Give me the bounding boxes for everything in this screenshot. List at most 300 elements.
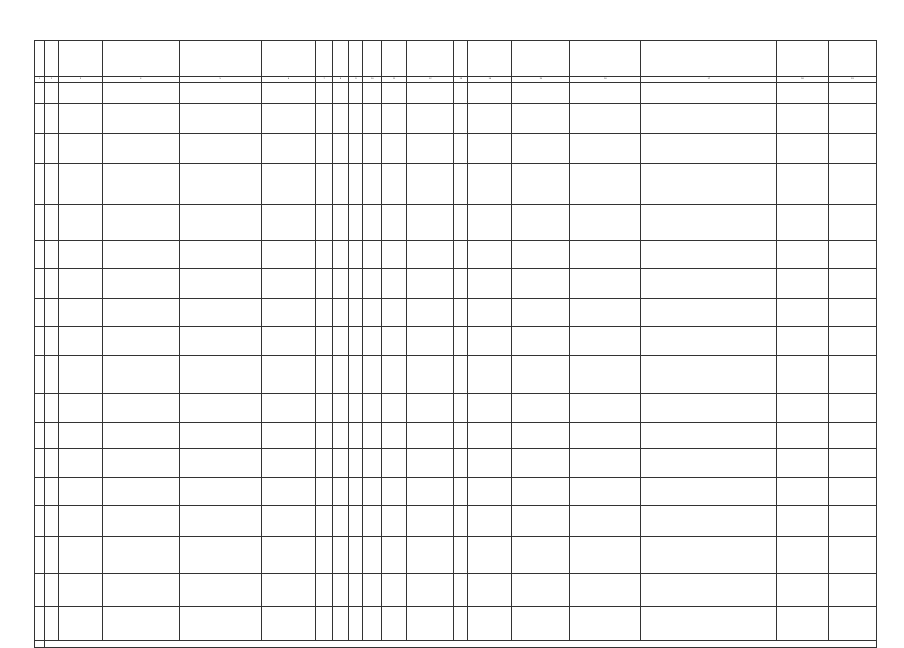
table-cell [777,607,828,641]
column-header [382,41,407,77]
table-cell [59,394,103,423]
table-cell [828,205,876,241]
table-cell [641,104,777,134]
table-cell [59,449,103,478]
table-cell [35,134,45,164]
table-cell [363,356,382,394]
table-cell [777,537,828,574]
table-cell [35,269,45,299]
table-cell [468,164,512,205]
table-cell [363,104,382,134]
table-cell [261,83,316,104]
table-cell [179,269,261,299]
footer-cell [44,641,876,648]
table-cell [570,506,641,537]
column-header [512,41,570,77]
table-cell [349,205,363,241]
table-cell [59,241,103,269]
table-cell [179,423,261,449]
table-cell [35,104,45,134]
table-row [35,83,877,104]
table-cell [641,449,777,478]
column-header [332,41,348,77]
table-cell [35,423,45,449]
table-cell [316,537,332,574]
table-cell [316,269,332,299]
table-cell [349,134,363,164]
column-header [570,41,641,77]
column-number: 6 [261,77,316,83]
table-cell [332,269,348,299]
table-cell [363,394,382,423]
table-cell [828,478,876,506]
table-cell [777,574,828,607]
table-cell [363,327,382,356]
table-cell [349,299,363,327]
table-cell [332,134,348,164]
table-cell [44,269,58,299]
column-header [349,41,363,77]
table-cell [35,607,45,641]
table-cell [641,164,777,205]
table-cell [44,506,58,537]
table-cell [332,607,348,641]
table-row [35,537,877,574]
table-cell [261,299,316,327]
table-cell [512,423,570,449]
table-cell [261,356,316,394]
table-cell [570,104,641,134]
table-cell [512,134,570,164]
table-row [35,299,877,327]
column-number: 19 [828,77,876,83]
table-cell [102,205,179,241]
table-cell [512,607,570,641]
table-cell [349,356,363,394]
table-cell [468,574,512,607]
table-cell [641,537,777,574]
table-cell [570,269,641,299]
table-cell [316,423,332,449]
table-cell [102,449,179,478]
table-cell [332,104,348,134]
table-cell [641,205,777,241]
table-cell [179,83,261,104]
table-cell [363,449,382,478]
table-cell [349,449,363,478]
table-cell [44,83,58,104]
table-cell [512,164,570,205]
table-cell [35,574,45,607]
table-cell [407,104,454,134]
table-cell [777,423,828,449]
table-cell [382,299,407,327]
table-cell [179,394,261,423]
table-row [35,423,877,449]
table-cell [570,449,641,478]
table-cell [59,478,103,506]
table-cell [332,506,348,537]
table-cell [363,506,382,537]
table-cell [512,449,570,478]
table-cell [261,164,316,205]
table-cell [777,205,828,241]
table-cell [102,506,179,537]
table-cell [777,506,828,537]
table-cell [468,134,512,164]
table-cell [777,134,828,164]
column-header [59,41,103,77]
table-cell [468,423,512,449]
table-cell [44,164,58,205]
table-cell [407,327,454,356]
table-cell [382,478,407,506]
table-cell [102,299,179,327]
table-cell [316,134,332,164]
table-cell [349,269,363,299]
table-cell [570,205,641,241]
table-cell [777,104,828,134]
table-cell [570,356,641,394]
column-header [641,41,777,77]
table-cell [44,574,58,607]
table-cell [349,327,363,356]
table-cell [363,299,382,327]
table-row [35,134,877,164]
table-cell [454,299,468,327]
table-cell [332,394,348,423]
table-cell [102,134,179,164]
table-cell [59,537,103,574]
table-cell [316,83,332,104]
table-cell [641,607,777,641]
column-number: 9 [349,77,363,83]
table-cell [102,478,179,506]
table-row [35,356,877,394]
table-cell [570,134,641,164]
table-cell [363,83,382,104]
column-header [828,41,876,77]
table-cell [454,83,468,104]
table-cell [316,104,332,134]
table-cell [179,506,261,537]
table-cell [332,449,348,478]
table-cell [382,241,407,269]
column-number: 8 [332,77,348,83]
table-cell [349,607,363,641]
table-row [35,506,877,537]
table-cell [828,574,876,607]
table-cell [828,299,876,327]
column-number: 5 [179,77,261,83]
table-cell [570,164,641,205]
table-cell [102,356,179,394]
column-header [316,41,332,77]
table-cell [316,607,332,641]
table-cell [102,164,179,205]
table-cell [454,104,468,134]
table-cell [59,164,103,205]
column-number: 17 [641,77,777,83]
table-cell [35,241,45,269]
table-cell [382,394,407,423]
table-cell [363,134,382,164]
table-cell [641,83,777,104]
table-cell [59,607,103,641]
table-cell [363,478,382,506]
column-number: 15 [512,77,570,83]
column-header [179,41,261,77]
header-row [35,41,877,77]
table-cell [35,506,45,537]
column-header [468,41,512,77]
table-cell [407,269,454,299]
table-cell [570,83,641,104]
table-cell [316,394,332,423]
table-cell [349,423,363,449]
table-cell [332,83,348,104]
table-cell [261,104,316,134]
table-cell [454,327,468,356]
table-cell [828,134,876,164]
table-cell [44,299,58,327]
table-cell [512,506,570,537]
table-cell [641,356,777,394]
table-cell [382,134,407,164]
table-cell [332,327,348,356]
table-cell [44,205,58,241]
table-cell [59,574,103,607]
table-cell [332,164,348,205]
table-cell [349,83,363,104]
table-cell [261,607,316,641]
table-cell [59,134,103,164]
table-cell [35,537,45,574]
table-cell [363,607,382,641]
table-cell [407,607,454,641]
column-header [261,41,316,77]
table-cell [179,299,261,327]
table-cell [59,269,103,299]
table-cell [102,327,179,356]
table-cell [828,607,876,641]
table-cell [59,205,103,241]
table-cell [316,241,332,269]
table-cell [179,134,261,164]
table-cell [363,164,382,205]
table-cell [570,607,641,641]
table-cell [44,394,58,423]
table-cell [468,607,512,641]
table-row [35,205,877,241]
table-cell [44,607,58,641]
table-cell [44,104,58,134]
table-cell [454,423,468,449]
column-number: 4 [102,77,179,83]
table-cell [468,269,512,299]
table-cell [454,356,468,394]
table-cell [828,164,876,205]
table-cell [59,327,103,356]
table-cell [382,506,407,537]
column-number: 2 [44,77,58,83]
table-cell [512,478,570,506]
table-cell [407,205,454,241]
table-cell [349,164,363,205]
table-cell [261,506,316,537]
table-cell [468,104,512,134]
table-cell [316,478,332,506]
table-cell [407,394,454,423]
table-cell [363,423,382,449]
table-cell [382,83,407,104]
table-cell [44,134,58,164]
table-cell [179,104,261,134]
table-cell [35,327,45,356]
table-cell [777,394,828,423]
table-cell [316,574,332,607]
table-cell [777,164,828,205]
table-cell [468,83,512,104]
table-cell [261,423,316,449]
table-cell [468,356,512,394]
table-row [35,241,877,269]
table-cell [641,299,777,327]
table-cell [407,478,454,506]
table-cell [363,537,382,574]
table-cell [777,269,828,299]
table-cell [179,205,261,241]
table-cell [332,478,348,506]
table-cell [454,164,468,205]
table-cell [102,83,179,104]
table-cell [179,356,261,394]
table-cell [407,356,454,394]
table-cell [512,104,570,134]
table-cell [316,299,332,327]
table-cell [332,537,348,574]
table-cell [44,327,58,356]
table-cell [102,269,179,299]
table-cell [407,423,454,449]
table-cell [332,241,348,269]
table-cell [59,506,103,537]
column-number: 12 [407,77,454,83]
column-number: 3 [59,77,103,83]
table-cell [570,299,641,327]
table-cell [59,356,103,394]
column-number: 13 [454,77,468,83]
table-cell [512,269,570,299]
table-cell [454,506,468,537]
table-cell [828,83,876,104]
table-row [35,327,877,356]
table-cell [382,449,407,478]
table-cell [454,205,468,241]
table-cell [407,449,454,478]
table-cell [407,164,454,205]
table-cell [261,327,316,356]
table-cell [570,423,641,449]
table-cell [777,299,828,327]
table-cell [44,449,58,478]
table-cell [468,327,512,356]
table-cell [35,299,45,327]
column-number: 14 [468,77,512,83]
table-cell [382,164,407,205]
table-cell [570,241,641,269]
table-cell [349,241,363,269]
table-cell [261,269,316,299]
table-cell [777,449,828,478]
footer-cell [35,641,45,648]
table-cell [316,356,332,394]
table-cell [44,423,58,449]
table-cell [332,574,348,607]
table-cell [363,574,382,607]
table-cell [512,327,570,356]
table-cell [828,394,876,423]
table-cell [179,607,261,641]
column-header [454,41,468,77]
table-cell [261,394,316,423]
table-cell [468,506,512,537]
table-row [35,607,877,641]
table-cell [407,537,454,574]
footer-row [35,641,877,648]
table-cell [102,104,179,134]
registry-table [34,40,877,648]
column-header [35,41,45,77]
table-cell [454,607,468,641]
table-cell [570,394,641,423]
table-cell [316,327,332,356]
table-cell [261,574,316,607]
table-cell [35,83,45,104]
table-cell [454,241,468,269]
table-cell [828,104,876,134]
table-row [35,449,877,478]
table-cell [512,83,570,104]
column-number: 1 [35,77,45,83]
table-cell [777,356,828,394]
table-cell [512,537,570,574]
table-cell [407,134,454,164]
table-cell [332,299,348,327]
table-cell [512,356,570,394]
table-cell [641,241,777,269]
table-row [35,394,877,423]
table-cell [828,449,876,478]
column-header [102,41,179,77]
table-cell [407,83,454,104]
table-cell [777,83,828,104]
table-cell [382,537,407,574]
table-cell [777,327,828,356]
table-cell [641,423,777,449]
table-cell [828,356,876,394]
table-cell [641,134,777,164]
table-cell [382,269,407,299]
column-header [777,41,828,77]
table-cell [349,104,363,134]
table-cell [454,537,468,574]
table-cell [179,478,261,506]
table-cell [35,449,45,478]
column-number: 7 [316,77,332,83]
table-cell [261,537,316,574]
table-cell [102,574,179,607]
